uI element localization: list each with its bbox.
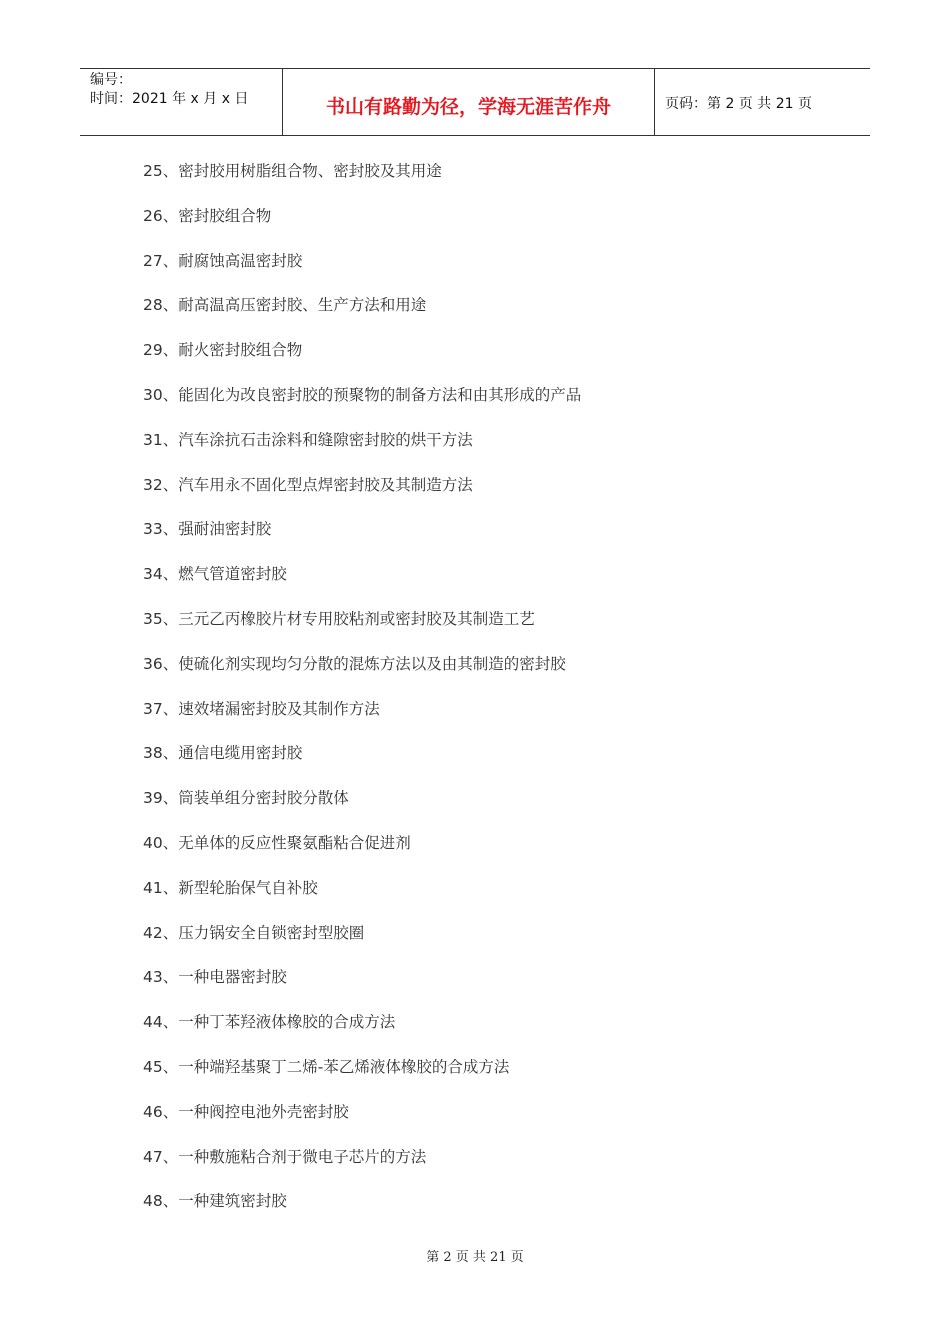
time-label: 时间：2021 年 x 月 x 日 xyxy=(90,91,249,107)
list-item: 43、一种电器密封胶 xyxy=(143,968,287,987)
list-item: 34、燃气管道密封胶 xyxy=(143,565,287,584)
list-item: 45、一种端羟基聚丁二烯-苯乙烯液体橡胶的合成方法 xyxy=(143,1057,510,1076)
list-item: 32、汽车用永不固化型点焊密封胶及其制造方法 xyxy=(143,475,473,494)
list-item: 27、耐腐蚀高温密封胶 xyxy=(143,251,303,270)
number-label: 编号： xyxy=(90,72,132,88)
list-item: 28、耐高温高压密封胶、生产方法和用途 xyxy=(143,296,427,315)
list-item: 30、能固化为改良密封胶的预聚物的制备方法和由其形成的产品 xyxy=(143,385,582,404)
list-item: 26、密封胶组合物 xyxy=(143,206,272,225)
list-item: 37、速效堵漏密封胶及其制作方法 xyxy=(143,699,380,718)
list-item: 47、一种敷施粘合剂于微电子芯片的方法 xyxy=(143,1147,427,1166)
page-info-text: 页码：第 2 页 共 21 页 xyxy=(665,96,812,112)
list-item: 35、三元乙丙橡胶片材专用胶粘剂或密封胶及其制造工艺 xyxy=(143,609,535,628)
list-item: 41、新型轮胎保气自补胶 xyxy=(143,878,318,897)
list-item: 48、一种建筑密封胶 xyxy=(143,1192,287,1211)
list-item: 40、无单体的反应性聚氨酯粘合促进剂 xyxy=(143,833,411,852)
list-item: 39、筒装单组分密封胶分散体 xyxy=(143,789,349,808)
list-item: 46、一种阀控电池外壳密封胶 xyxy=(143,1102,349,1121)
list-item: 38、通信电缆用密封胶 xyxy=(143,744,303,763)
page-footer xyxy=(0,1246,950,1265)
list-item: 44、一种丁苯羟液体橡胶的合成方法 xyxy=(143,1013,396,1032)
list-item: 25、密封胶用树脂组合物、密封胶及其用途 xyxy=(143,162,442,180)
header-motto xyxy=(282,69,655,135)
list-item: 36、使硫化剂实现均匀分散的混炼方法以及由其制造的密封胶 xyxy=(143,654,566,673)
list-item: 42、压力锅安全自锁密封型胶圈 xyxy=(143,923,365,942)
item-list xyxy=(143,157,581,1232)
footer-page-number: 第 2 页 共 21 页 xyxy=(426,1250,524,1265)
motto-text: 书山有路勤为径，学海无涯苦作舟 xyxy=(325,95,611,118)
list-item: 33、强耐油密封胶 xyxy=(143,520,272,539)
list-item: 29、耐火密封胶组合物 xyxy=(143,341,303,360)
list-item: 31、汽车涂抗石击涂料和缝隙密封胶的烘干方法 xyxy=(143,430,473,449)
header-meta xyxy=(80,69,282,135)
page-header xyxy=(80,68,870,136)
header-page-info xyxy=(655,69,870,135)
